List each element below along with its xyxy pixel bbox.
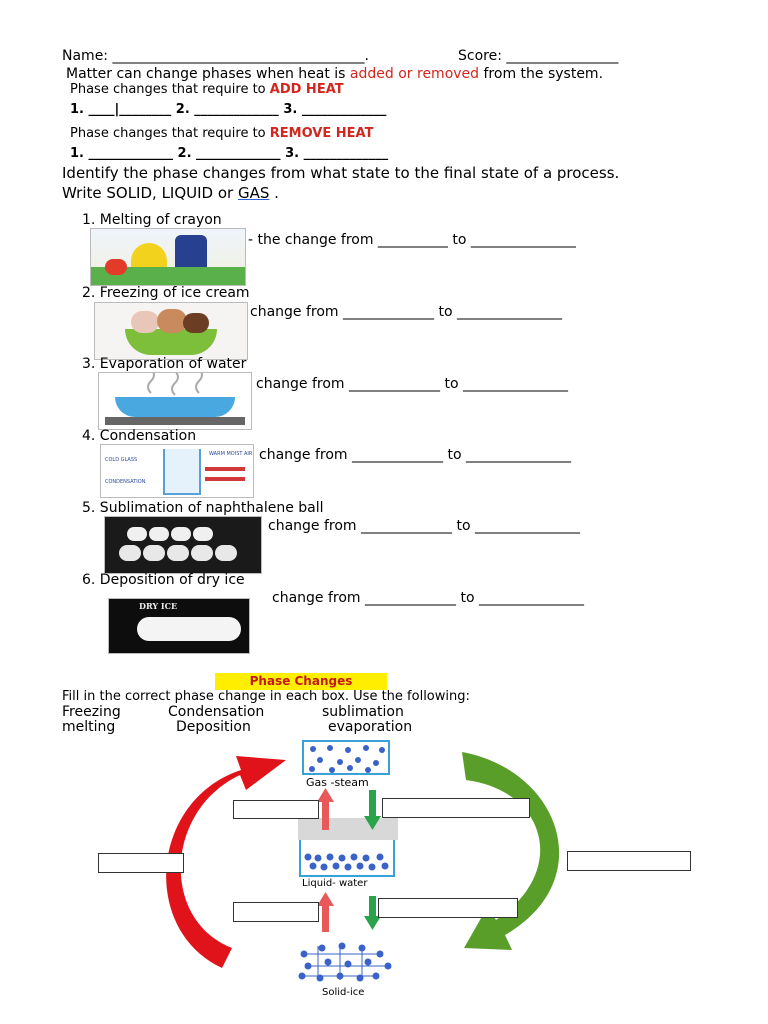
item-1-title: 1. Melting of crayon [82,212,222,228]
item-3-title: 3. Evaporation of water [82,356,247,372]
solid-lattice [299,943,391,981]
instruction-line-1: Identify the phase changes from what state to the final state of a process. [62,164,620,182]
instruction-prefix: Write SOLID, LIQUID or [62,184,238,202]
word-freezing: Freezing [62,704,121,720]
remove-heat-highlight: REMOVE HEAT [269,126,374,141]
liquid-label: Liquid- water [302,878,368,889]
solid-label: Solid-ice [322,987,365,998]
condensation-label: CONDENSATION [105,479,146,485]
item-3-answer[interactable]: change from _____________ to _______________ [256,376,568,392]
item-5-title: 5. Sublimation of naphthalene ball [82,500,324,516]
instruction-gas: GAS [238,184,270,202]
answer-box-right-bottom[interactable] [378,898,518,918]
add-heat-highlight: ADD HEAT [269,82,344,97]
item-1-answer[interactable]: - the change from __________ to _______________ [248,232,576,248]
up-arrow-bottom-shaft [322,904,329,932]
answer-box-left-bottom[interactable] [233,902,319,922]
remove-heat-blanks[interactable]: 1. _____________ 2. _____________ 3. _____________ [70,146,389,161]
down-arrow-bottom-shaft [369,896,376,918]
name-field[interactable]: Name: ____________________________________. [62,48,369,64]
up-arrow-bottom-head [317,892,334,906]
word-condensation: Condensation [168,704,265,720]
item-2-title: 2. Freezing of ice cream [82,285,250,301]
item-4-answer[interactable]: change from _____________ to _______________ [259,447,571,463]
add-heat-prefix: Phase changes that require to [70,82,270,97]
up-arrow-top-shaft [322,800,329,830]
item-6-title: 6. Deposition of dry ice [82,572,245,588]
green-arc-arrow [462,752,559,950]
dry-ice-label: DRY ICE [139,601,178,611]
add-heat-blanks[interactable]: 1. ____|________ 2. _____________ 3. _____________ [70,102,387,117]
phase-changes-banner: Phase Changes [215,673,387,690]
word-melting: melting [62,719,116,735]
item-6-answer[interactable]: change from _____________ to _______________ [272,590,584,606]
remove-heat-prefix: Phase changes that require to [70,126,270,141]
word-evaporation: evaporation [328,719,413,735]
gas-label: Gas -steam [306,776,369,789]
red-arc-arrow [166,756,286,968]
diagram-instruction: Fill in the correct phase change in each box. Use the following: [62,689,470,704]
answer-box-right-top[interactable] [382,798,530,818]
instruction-suffix: . [269,184,279,202]
liquid-particles [305,854,389,871]
answer-box-far-right[interactable] [567,851,691,871]
intro-suffix: from the system. [479,66,604,82]
word-deposition: Deposition [176,719,251,735]
answer-box-left-top[interactable] [233,800,319,819]
cold-glass-label: COLD GLASS [105,457,138,463]
word-sublimation: sublimation [322,704,404,720]
warm-air-label: WARM MOIST AIR [209,451,253,457]
intro-prefix: Matter can change phases when heat is [66,66,350,82]
item-4-title: 4. Condensation [82,428,197,444]
score-field[interactable]: Score: ________________ [458,48,619,64]
down-arrow-top-shaft [369,790,376,818]
transition-band [298,818,398,840]
gas-container [303,741,389,774]
up-arrow-top-head [317,788,334,802]
down-arrow-bottom-head [364,916,381,930]
item-2-answer[interactable]: change from _____________ to _______________ [250,304,562,320]
answer-box-far-left[interactable] [98,853,184,873]
item-5-answer[interactable]: change from _____________ to _______________ [268,518,580,534]
intro-highlight: added or removed [349,66,480,82]
